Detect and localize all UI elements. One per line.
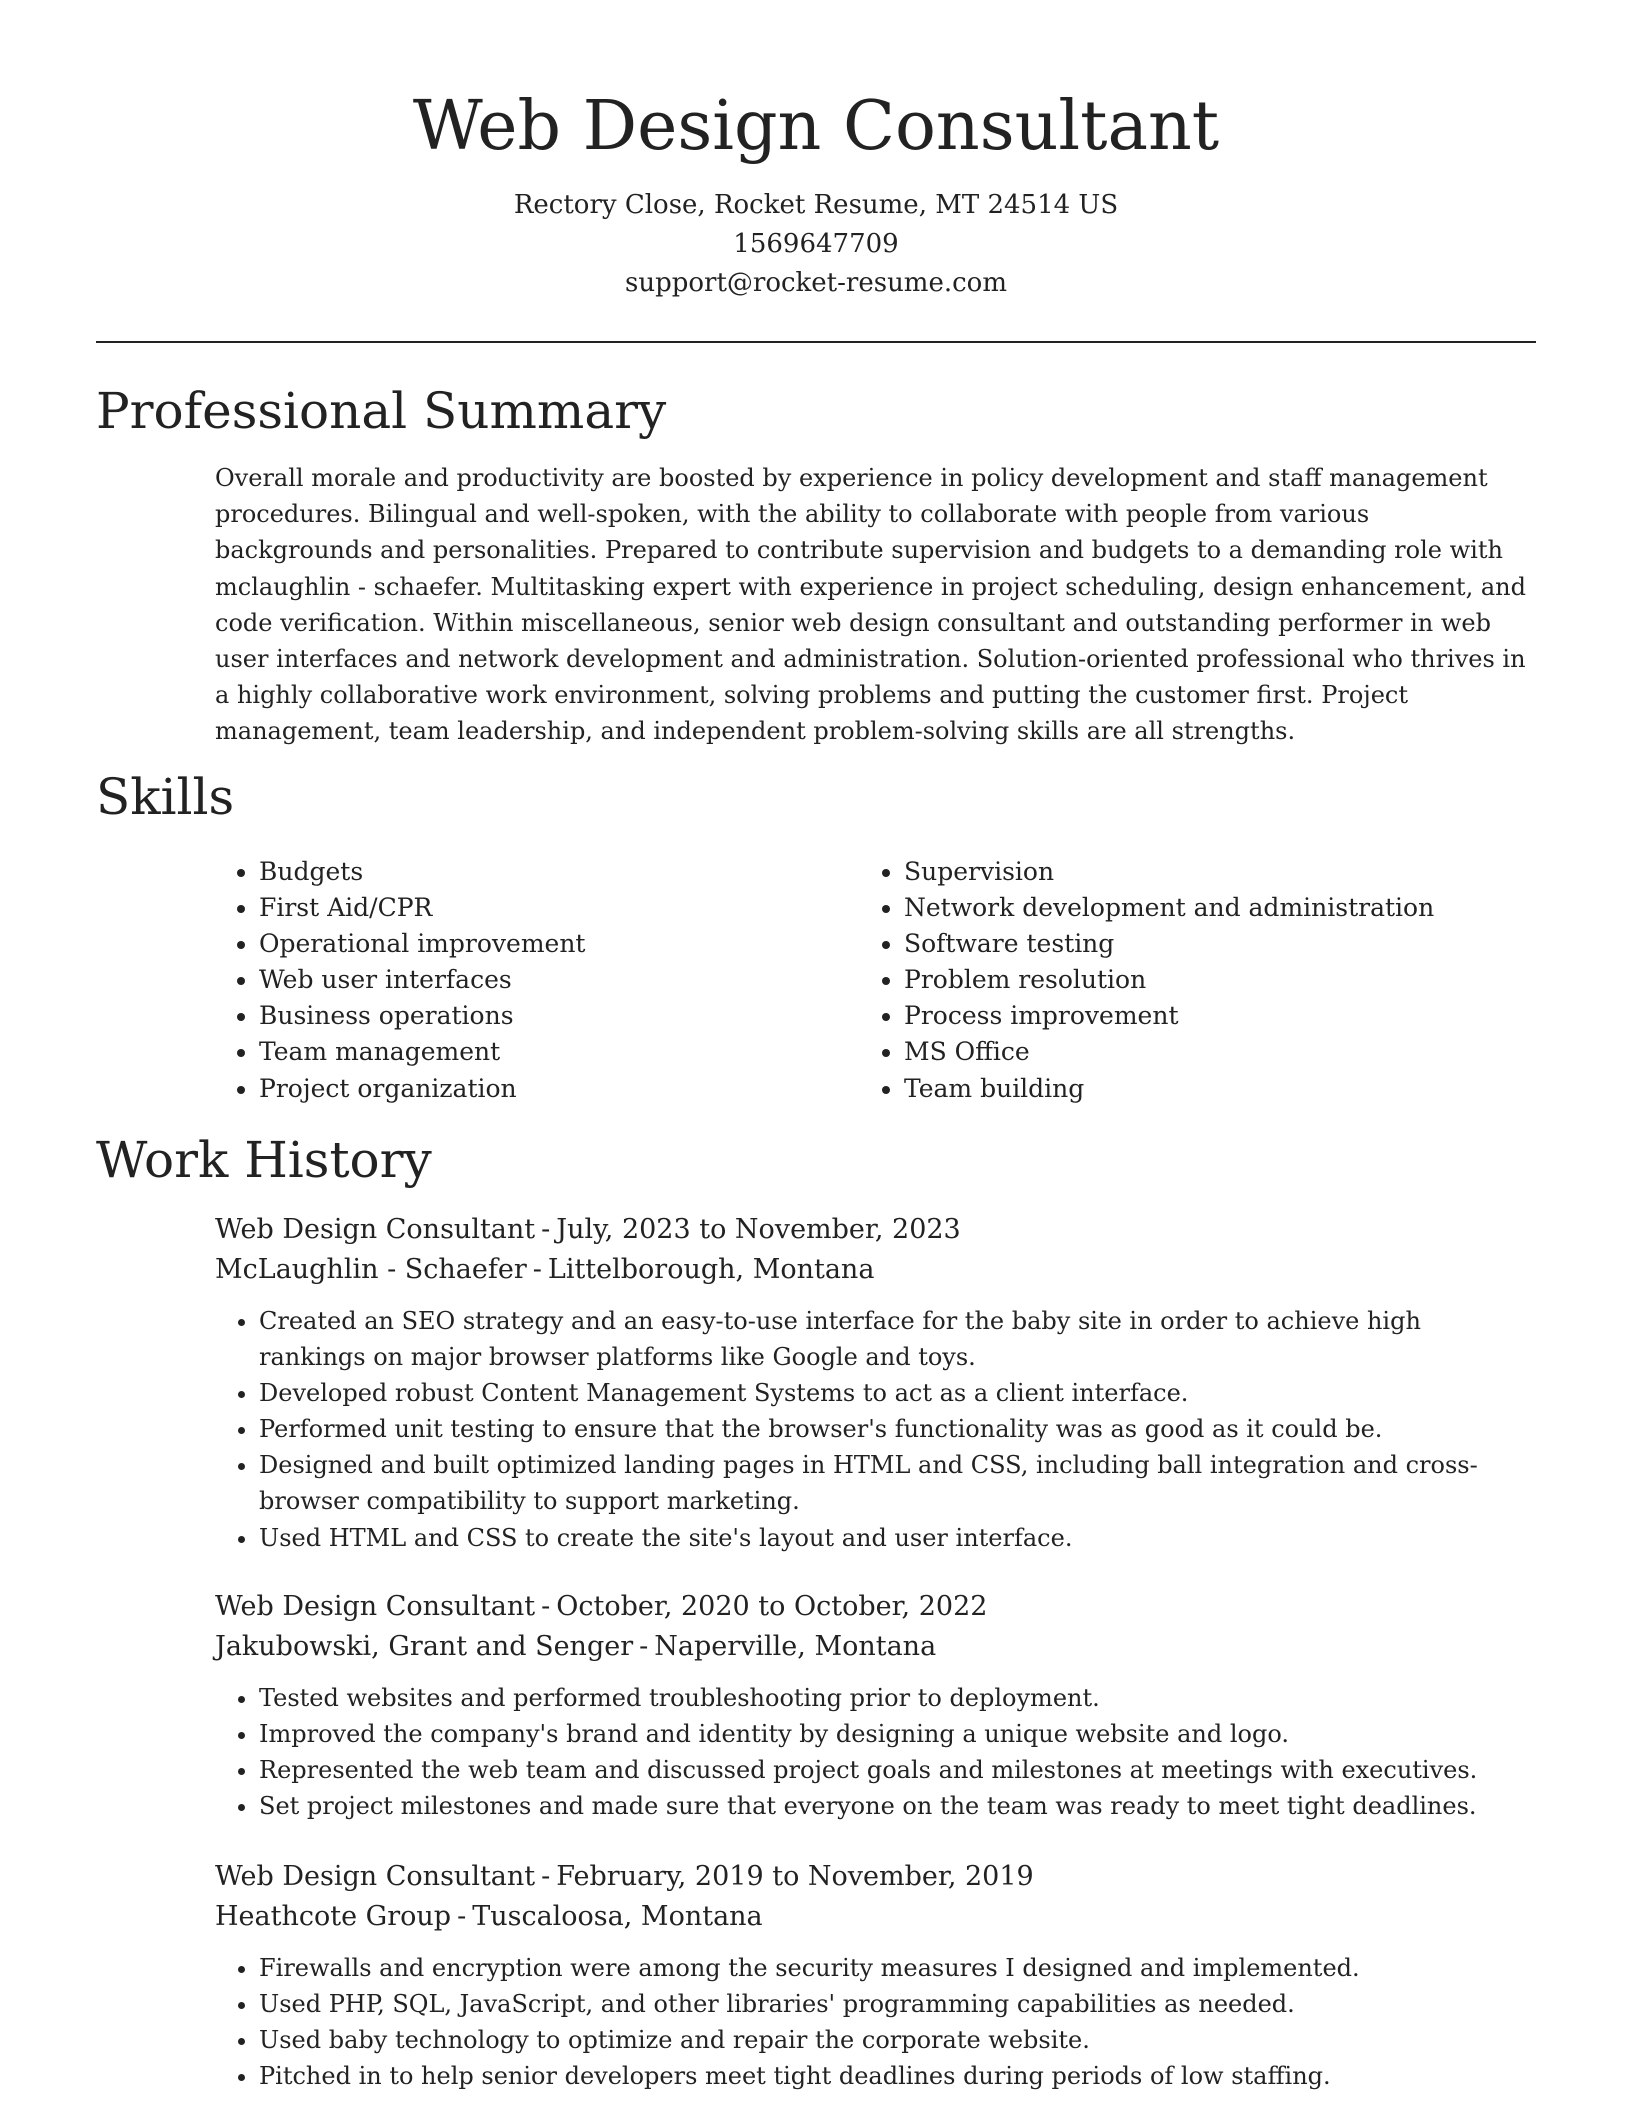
skill-item: • First Aid/CPR [259,890,585,926]
skill-item: • Team building [904,1071,1434,1107]
skill-item: • Web user interfaces [259,962,585,998]
job-dates: October, 2020 to October, 2022 [556,1591,988,1622]
list-item: • Firewalls and encryption were among the security measures I designed and implemented. [259,1950,1533,1986]
job-entry [215,1210,1533,1556]
skill-item: • Process improvement [904,998,1434,1034]
skills-list-right [860,854,1434,1107]
list-item: • Created an SEO strategy and an easy-to-use interface for the baby site in order to achieve high rankings on major browser platforms like Google and toys. [259,1303,1533,1375]
skill-item: • Network development and administration [904,890,1434,926]
job-company: Jakubowski, Grant and Senger [215,1631,634,1662]
skill-item: • Supervision [904,854,1434,890]
job-title-line: Web Design Consultant - February, 2019 to November, 2019 [215,1861,1034,1892]
contact-email: support@rocket-resume.com [624,268,1007,298]
skill-item: • Business operations [259,998,585,1034]
section-title-skills: Skills [96,768,235,826]
job-bullets [215,1303,1533,1556]
list-item: • Performed unit testing to ensure that the browser's functionality was as good as it could be. [259,1411,1533,1447]
section-title-work-history: Work History [96,1131,432,1189]
job-dates: July, 2023 to November, 2023 [556,1214,961,1245]
list-item: • Used PHP, SQL, JavaScript, and other libraries' programming capabilities as needed. [259,1986,1533,2022]
job-company-line: Jakubowski, Grant and Senger - Naperville, Montana [215,1631,937,1662]
list-item: • Represented the web team and discussed project goals and milestones at meetings with executives. [259,1752,1533,1788]
summary-text: Overall morale and productivity are boosted by experience in policy development and staff management procedures. Bilingual and well-spoken, with the ability to collaborate with people from various backgrounds and personalities. Prepared to contribute supervision and budgets to a demanding role with mclaughlin - schaefer. Multitasking expert with experience in project scheduling, design enhancement, and code verification. Within miscellaneous, senior web design consultant and outstanding performer in web user interfaces and network development and administration. Solution-oriented professional who thrives in a highly collaborative work environment, solving problems and putting the customer first. Project management, team leadership, and independent problem-solving skills are all strengths. [215,464,1526,746]
header-divider [96,341,1536,343]
job-role: Web Design Consultant [215,1214,536,1245]
skills-list-left [215,854,585,1107]
job-title-line: Web Design Consultant - October, 2020 to October, 2022 [215,1591,988,1622]
job-location: Naperville, Montana [654,1631,937,1662]
skill-item: • Operational improvement [259,926,585,962]
job-company-line: Heathcote Group - Tuscaloosa, Montana [215,1901,763,1932]
job-role: Web Design Consultant [215,1591,536,1622]
job-title-line: Web Design Consultant - July, 2023 to November, 2023 [215,1214,961,1245]
contact-info [0,186,1632,303]
section-title-summary: Professional Summary [96,382,667,440]
skill-item: • Team management [259,1034,585,1070]
contact-phone: 1569647709 [733,229,899,259]
job-company: McLaughlin - Schaefer [215,1254,527,1285]
list-item: • Used HTML and CSS to create the site's layout and user interface. [259,1520,1533,1556]
job-entry [215,1587,1533,1824]
job-role: Web Design Consultant [215,1861,536,1892]
list-item: • Developed robust Content Management Systems to act as a client interface. [259,1375,1533,1411]
skill-item: • Problem resolution [904,962,1434,998]
contact-address: Rectory Close, Rocket Resume, MT 24514 US [513,190,1119,220]
list-item: • Designed and built optimized landing pages in HTML and CSS, including ball integration and cross-browser compatibility to support marketing. [259,1447,1533,1519]
skill-item: • MS Office [904,1034,1434,1070]
list-item: • Used baby technology to optimize and repair the corporate website. [259,2022,1533,2058]
job-company: Heathcote Group [215,1901,452,1932]
job-location: Littelborough, Montana [547,1254,875,1285]
job-bullets [215,1950,1533,2094]
job-dates: February, 2019 to November, 2019 [556,1861,1034,1892]
job-bullets [215,1680,1533,1824]
skill-item: • Project organization [259,1071,585,1107]
resume-header [0,82,1632,303]
list-item: • Set project milestones and made sure that everyone on the team was ready to meet tight deadlines. [259,1788,1533,1824]
job-location: Tuscaloosa, Montana [472,1901,763,1932]
skill-item: • Software testing [904,926,1434,962]
job-entry [215,1857,1533,2094]
job-company-line: McLaughlin - Schaefer - Littelborough, Montana [215,1254,875,1285]
page-title: Web Design Consultant [412,87,1220,166]
list-item: • Improved the company's brand and identity by designing a unique website and logo. [259,1716,1533,1752]
skill-item: • Budgets [259,854,585,890]
list-item: • Tested websites and performed troubleshooting prior to deployment. [259,1680,1533,1716]
list-item: • Pitched in to help senior developers meet tight deadlines during periods of low staffing. [259,2058,1533,2094]
